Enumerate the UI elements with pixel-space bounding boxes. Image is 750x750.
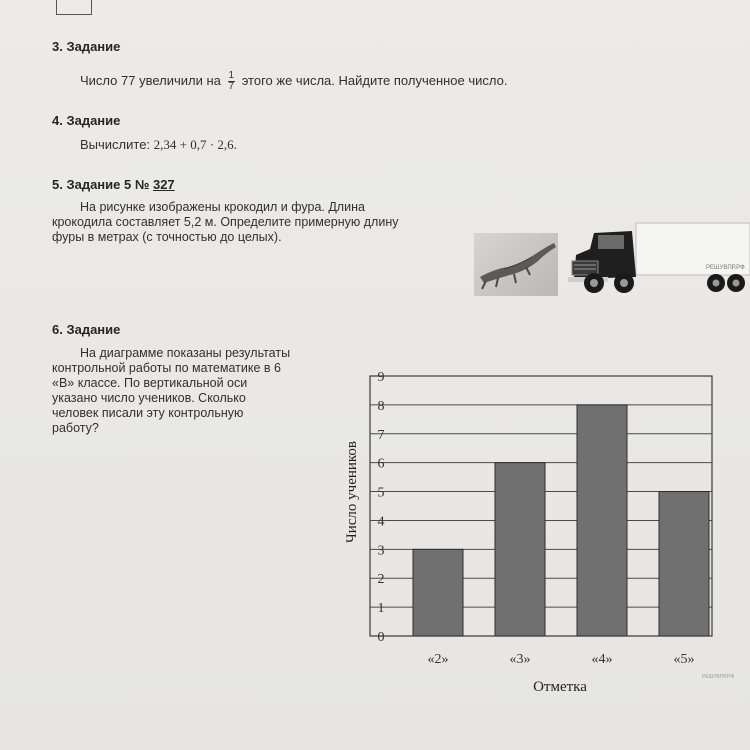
- chart-y-tick-label: 9: [377, 370, 385, 385]
- task4-heading: 4. Задание: [52, 113, 121, 128]
- chart-bar: [413, 549, 463, 636]
- chart-y-ticks: [378, 370, 385, 645]
- task5-line: На рисунке изображены крокодил и фура. Длина: [80, 200, 365, 214]
- task5-problem-link[interactable]: 327: [152, 177, 175, 192]
- task6-line: работу?: [52, 421, 99, 435]
- truck-image: [566, 221, 750, 295]
- chart-y-tick-label: 0: [377, 630, 385, 645]
- task4-expression: 2,34 + 0,7 · 2,6.: [153, 137, 237, 152]
- chart-x-ticks: [428, 652, 695, 667]
- task4-label: Вычислите:: [80, 137, 151, 152]
- answer-box: [56, 0, 92, 15]
- task3-text-before: Число 77 увеличили на: [80, 72, 221, 88]
- chart-x-tick-label: «4»: [591, 652, 613, 667]
- chart-y-tick-label: 6: [377, 456, 385, 472]
- task4-text: [80, 137, 237, 152]
- chart-bar: [495, 463, 545, 636]
- chart-bar: [577, 405, 627, 636]
- task5-heading-prefix: 5. Задание 5 №: [52, 177, 150, 192]
- task5-line: фуры в метрах (с точностью до целых).: [52, 230, 282, 244]
- task3-fraction-numerator: 1: [228, 70, 235, 81]
- truck-watermark: РЕШУВПР.РФ: [706, 265, 745, 271]
- chart-y-tick-label: 8: [377, 398, 385, 414]
- chart-x-tick-label: «3»: [509, 652, 531, 667]
- task5-text: [52, 200, 464, 245]
- chart-x-tick-label: «2»: [427, 652, 449, 667]
- chart-y-tick-label: 4: [377, 514, 385, 530]
- chart-y-tick-label: 2: [377, 572, 385, 588]
- task5-heading: [52, 177, 175, 192]
- crocodile-image: [474, 233, 558, 296]
- task6-line: человек писали эту контрольную: [52, 406, 244, 420]
- chart-y-tick-label: 1: [377, 601, 385, 617]
- chart-y-tick-label: 3: [377, 543, 385, 559]
- task6-line: указано число учеников. Сколько: [52, 391, 246, 405]
- task6-line: «В» классе. По вертикальной оси: [52, 376, 248, 390]
- task5-line: крокодила составляет 5,2 м. Определите примерную длину: [52, 215, 399, 229]
- task6-heading: 6. Задание: [52, 322, 121, 337]
- chart-x-axis-label: Отметка: [533, 679, 587, 695]
- results-bar-chart: [330, 360, 750, 700]
- task6-line: На диаграмме показаны результаты: [80, 346, 291, 360]
- task3-text-after: этого же числа. Найдите полученное число.: [241, 72, 508, 88]
- task3-text: [80, 71, 508, 92]
- task6-line: контрольной работы по математике в 6: [52, 361, 281, 375]
- chart-y-axis-label: Число учеников: [344, 440, 360, 544]
- chart-x-tick-label: «5»: [673, 652, 695, 667]
- task3-heading: 3. Задание: [52, 39, 121, 54]
- task3-fraction: [228, 71, 236, 92]
- chart-watermark: РЕШУВПР.РФ: [702, 674, 735, 680]
- chart-bar: [659, 492, 709, 636]
- chart-y-tick-label: 5: [377, 485, 385, 501]
- task6-text: [52, 346, 328, 436]
- chart-y-tick-label: 7: [377, 427, 385, 443]
- task3-fraction-denominator: 7: [228, 81, 235, 92]
